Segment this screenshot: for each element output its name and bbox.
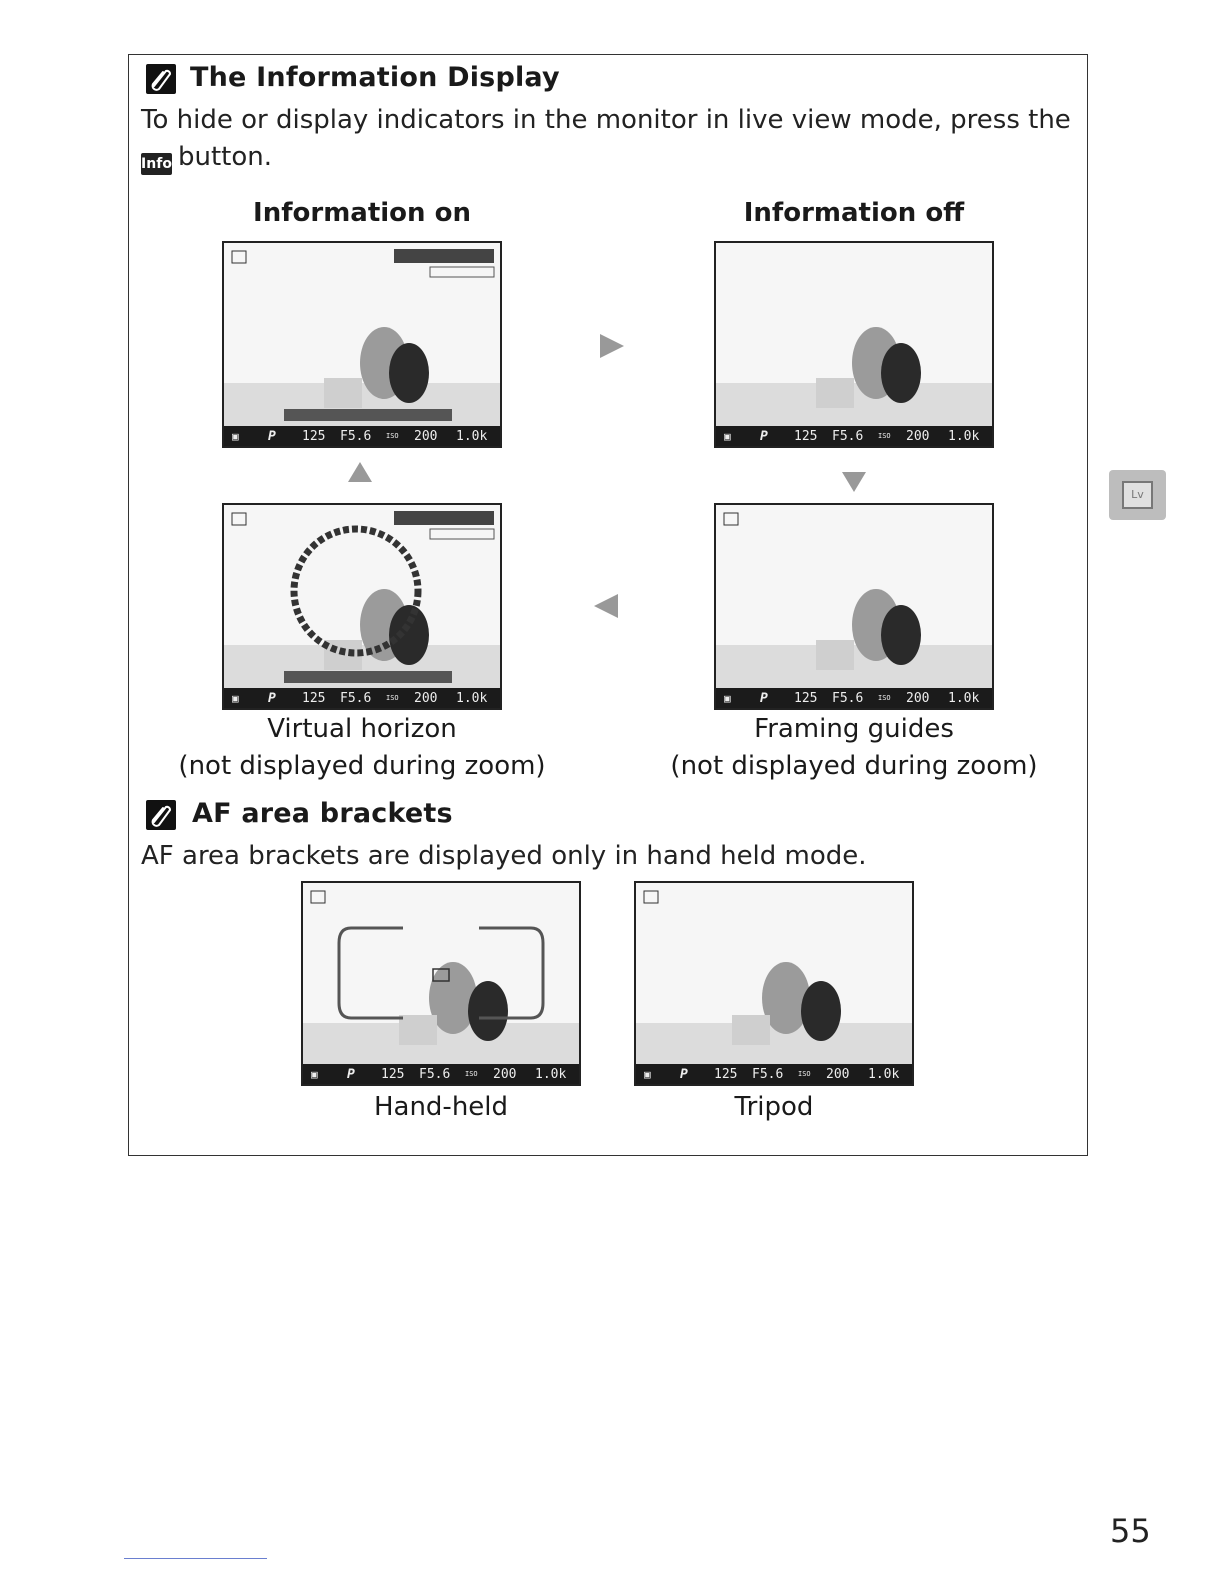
caption-information-off: Information off [743,198,965,228]
status-mode: P [760,690,768,706]
metering-icon: ▣ [724,691,731,705]
section-body-line1: To hide or display indicators in the monitor in live view mode, press the [141,105,1071,135]
status-iso-label: ISO [386,694,399,702]
section-af-body: AF area brackets are displayed only in hand held mode. [141,841,867,871]
info-button-icon: Info [141,153,172,175]
status-aperture: F5.6 [340,690,372,706]
caption-hand-held: Hand-held [373,1092,509,1122]
screen-information-off [714,241,994,448]
status-mode: P [760,428,768,444]
caption-virtual-horizon: Virtual horizon [267,714,457,744]
status-bar [303,1064,579,1084]
status-shutter: 125 [714,1066,738,1082]
status-mode: P [347,1066,355,1082]
metering-icon: ▣ [724,429,731,443]
status-bar [716,688,992,708]
pencil-note-icon [146,800,176,830]
metering-icon: ▣ [644,1067,651,1081]
status-exposures: 1.0k [456,428,488,444]
metering-icon: ▣ [232,429,239,443]
section-body-line2 [141,139,272,176]
status-bar [224,426,500,446]
caption-framing-guides-note: (not displayed during zoom) [670,751,1038,781]
footer-rule [124,1558,267,1559]
caption-information-on: Information on [253,198,471,228]
arrow-down-icon [838,468,870,496]
section-title-information-display: The Information Display [190,62,560,93]
status-mode: P [268,690,276,706]
page-number: 55 [1110,1512,1151,1550]
status-exposures: 1.0k [535,1066,567,1082]
arrow-up-icon [344,458,376,486]
pencil-note-icon [146,64,176,94]
status-iso-value: 200 [906,690,930,706]
arrow-left-icon [590,590,622,622]
section-body-line2-text: button. [178,142,273,172]
status-iso-label: ISO [465,1070,478,1078]
status-iso-value: 200 [826,1066,850,1082]
status-aperture: F5.6 [419,1066,451,1082]
status-shutter: 125 [302,428,326,444]
caption-virtual-horizon-note: (not displayed during zoom) [178,751,546,781]
status-exposures: 1.0k [868,1066,900,1082]
status-bar [716,426,992,446]
screen-tripod [634,881,914,1086]
caption-tripod: Tripod [734,1092,814,1122]
status-mode: P [680,1066,688,1082]
live-view-tab [1109,470,1166,520]
screen-hand-held [301,881,581,1086]
status-iso-value: 200 [493,1066,517,1082]
status-exposures: 1.0k [948,428,980,444]
status-aperture: F5.6 [752,1066,784,1082]
status-iso-value: 200 [906,428,930,444]
arrow-right-icon [596,330,628,362]
screen-virtual-horizon [222,503,502,710]
live-view-tab-label: Lv [1122,481,1153,509]
status-aperture: F5.6 [832,428,864,444]
status-mode: P [268,428,276,444]
status-iso-label: ISO [798,1070,811,1078]
status-iso-label: ISO [386,432,399,440]
status-iso-label: ISO [878,694,891,702]
section-title-af-area-brackets: AF area brackets [192,798,453,829]
caption-framing-guides: Framing guides [754,714,954,744]
status-aperture: F5.6 [340,428,372,444]
status-iso-label: ISO [878,432,891,440]
status-iso-value: 200 [414,428,438,444]
status-iso-value: 200 [414,690,438,706]
status-aperture: F5.6 [832,690,864,706]
status-shutter: 125 [381,1066,405,1082]
metering-icon: ▣ [311,1067,318,1081]
screen-framing-guides [714,503,994,710]
status-exposures: 1.0k [456,690,488,706]
status-bar [224,688,500,708]
status-bar [636,1064,912,1084]
status-shutter: 125 [794,428,818,444]
status-exposures: 1.0k [948,690,980,706]
screen-information-on [222,241,502,448]
status-shutter: 125 [794,690,818,706]
metering-icon: ▣ [232,691,239,705]
status-shutter: 125 [302,690,326,706]
